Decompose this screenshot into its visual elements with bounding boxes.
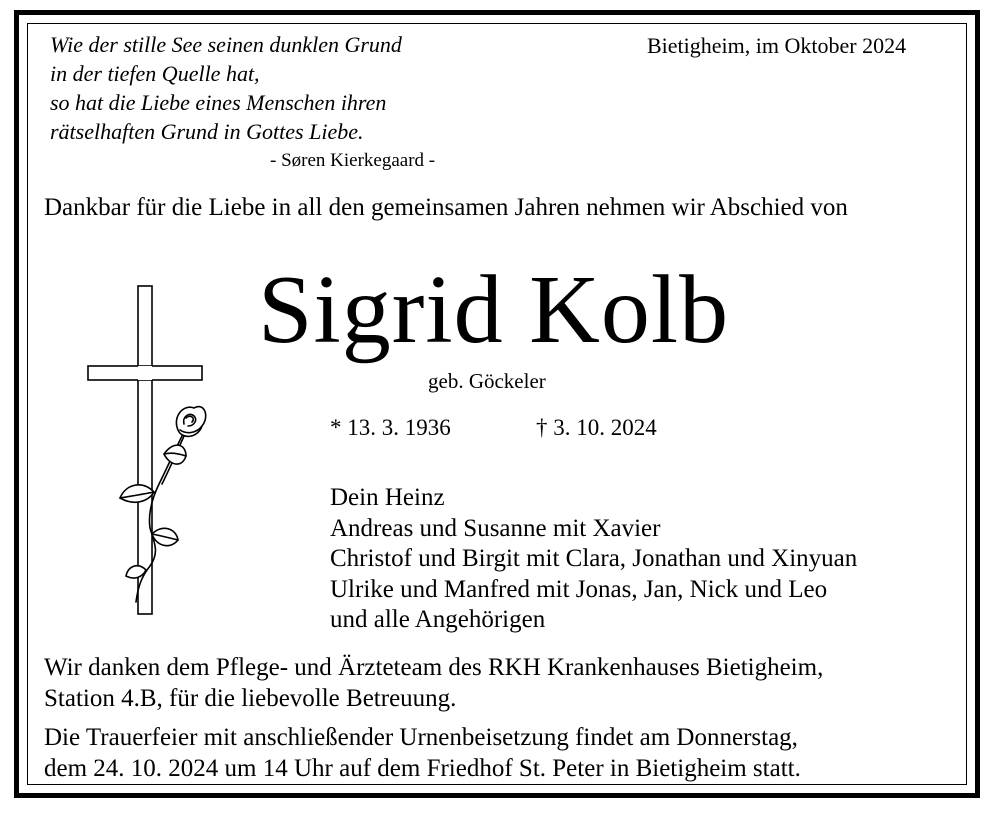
mourner-line: Christof und Birgit mit Clara, Jonathan und Xinyuan (330, 545, 858, 572)
thanks-text (44, 652, 823, 714)
quote-line: so hat die Liebe eines Menschen ihren (50, 90, 387, 115)
mourner-line: und alle Angehörigen (330, 606, 546, 633)
intro-text: Dankbar für die Liebe in all den gemeinsamen Jahren nehmen wir Abschied von (44, 194, 848, 221)
place-date: Bietigheim, im Oktober 2024 (647, 33, 907, 58)
quote (50, 30, 402, 146)
funeral-line: dem 24. 10. 2024 um 14 Uhr auf dem Friedhof St. Peter in Bietigheim statt. (44, 755, 801, 782)
quote-author: - Søren Kierkegaard - (270, 150, 436, 171)
funeral-line: Die Trauerfeier mit anschließender Urnenbeisetzung findet am Donnerstag, (44, 724, 798, 751)
cross-with-rose-icon (86, 284, 226, 616)
birth-date: * 13. 3. 1936 (330, 415, 451, 440)
thanks-line: Station 4.B, für die liebevolle Betreuung. (44, 685, 457, 712)
quote-line: rätselhaften Grund in Gottes Liebe. (50, 119, 364, 144)
mourner-line: Dein Heinz (330, 484, 445, 511)
quote-line: Wie der stille See seinen dunklen Grund (50, 32, 402, 57)
death-date: † 3. 10. 2024 (536, 415, 657, 440)
deceased-name: Sigrid Kolb (258, 256, 730, 364)
maiden-name: geb. Göckeler (428, 369, 546, 393)
mourners-list (330, 483, 857, 636)
mourner-line: Ulrike und Manfred mit Jonas, Jan, Nick und Leo (330, 575, 828, 603)
mourner-line: Andreas und Susanne mit Xavier (330, 514, 661, 542)
funeral-info (44, 722, 801, 784)
thanks-line: Wir danken dem Pflege- und Ärzteteam des RKH Krankenhauses Bietigheim, (44, 654, 824, 681)
quote-line: in der tiefen Quelle hat, (50, 61, 260, 86)
